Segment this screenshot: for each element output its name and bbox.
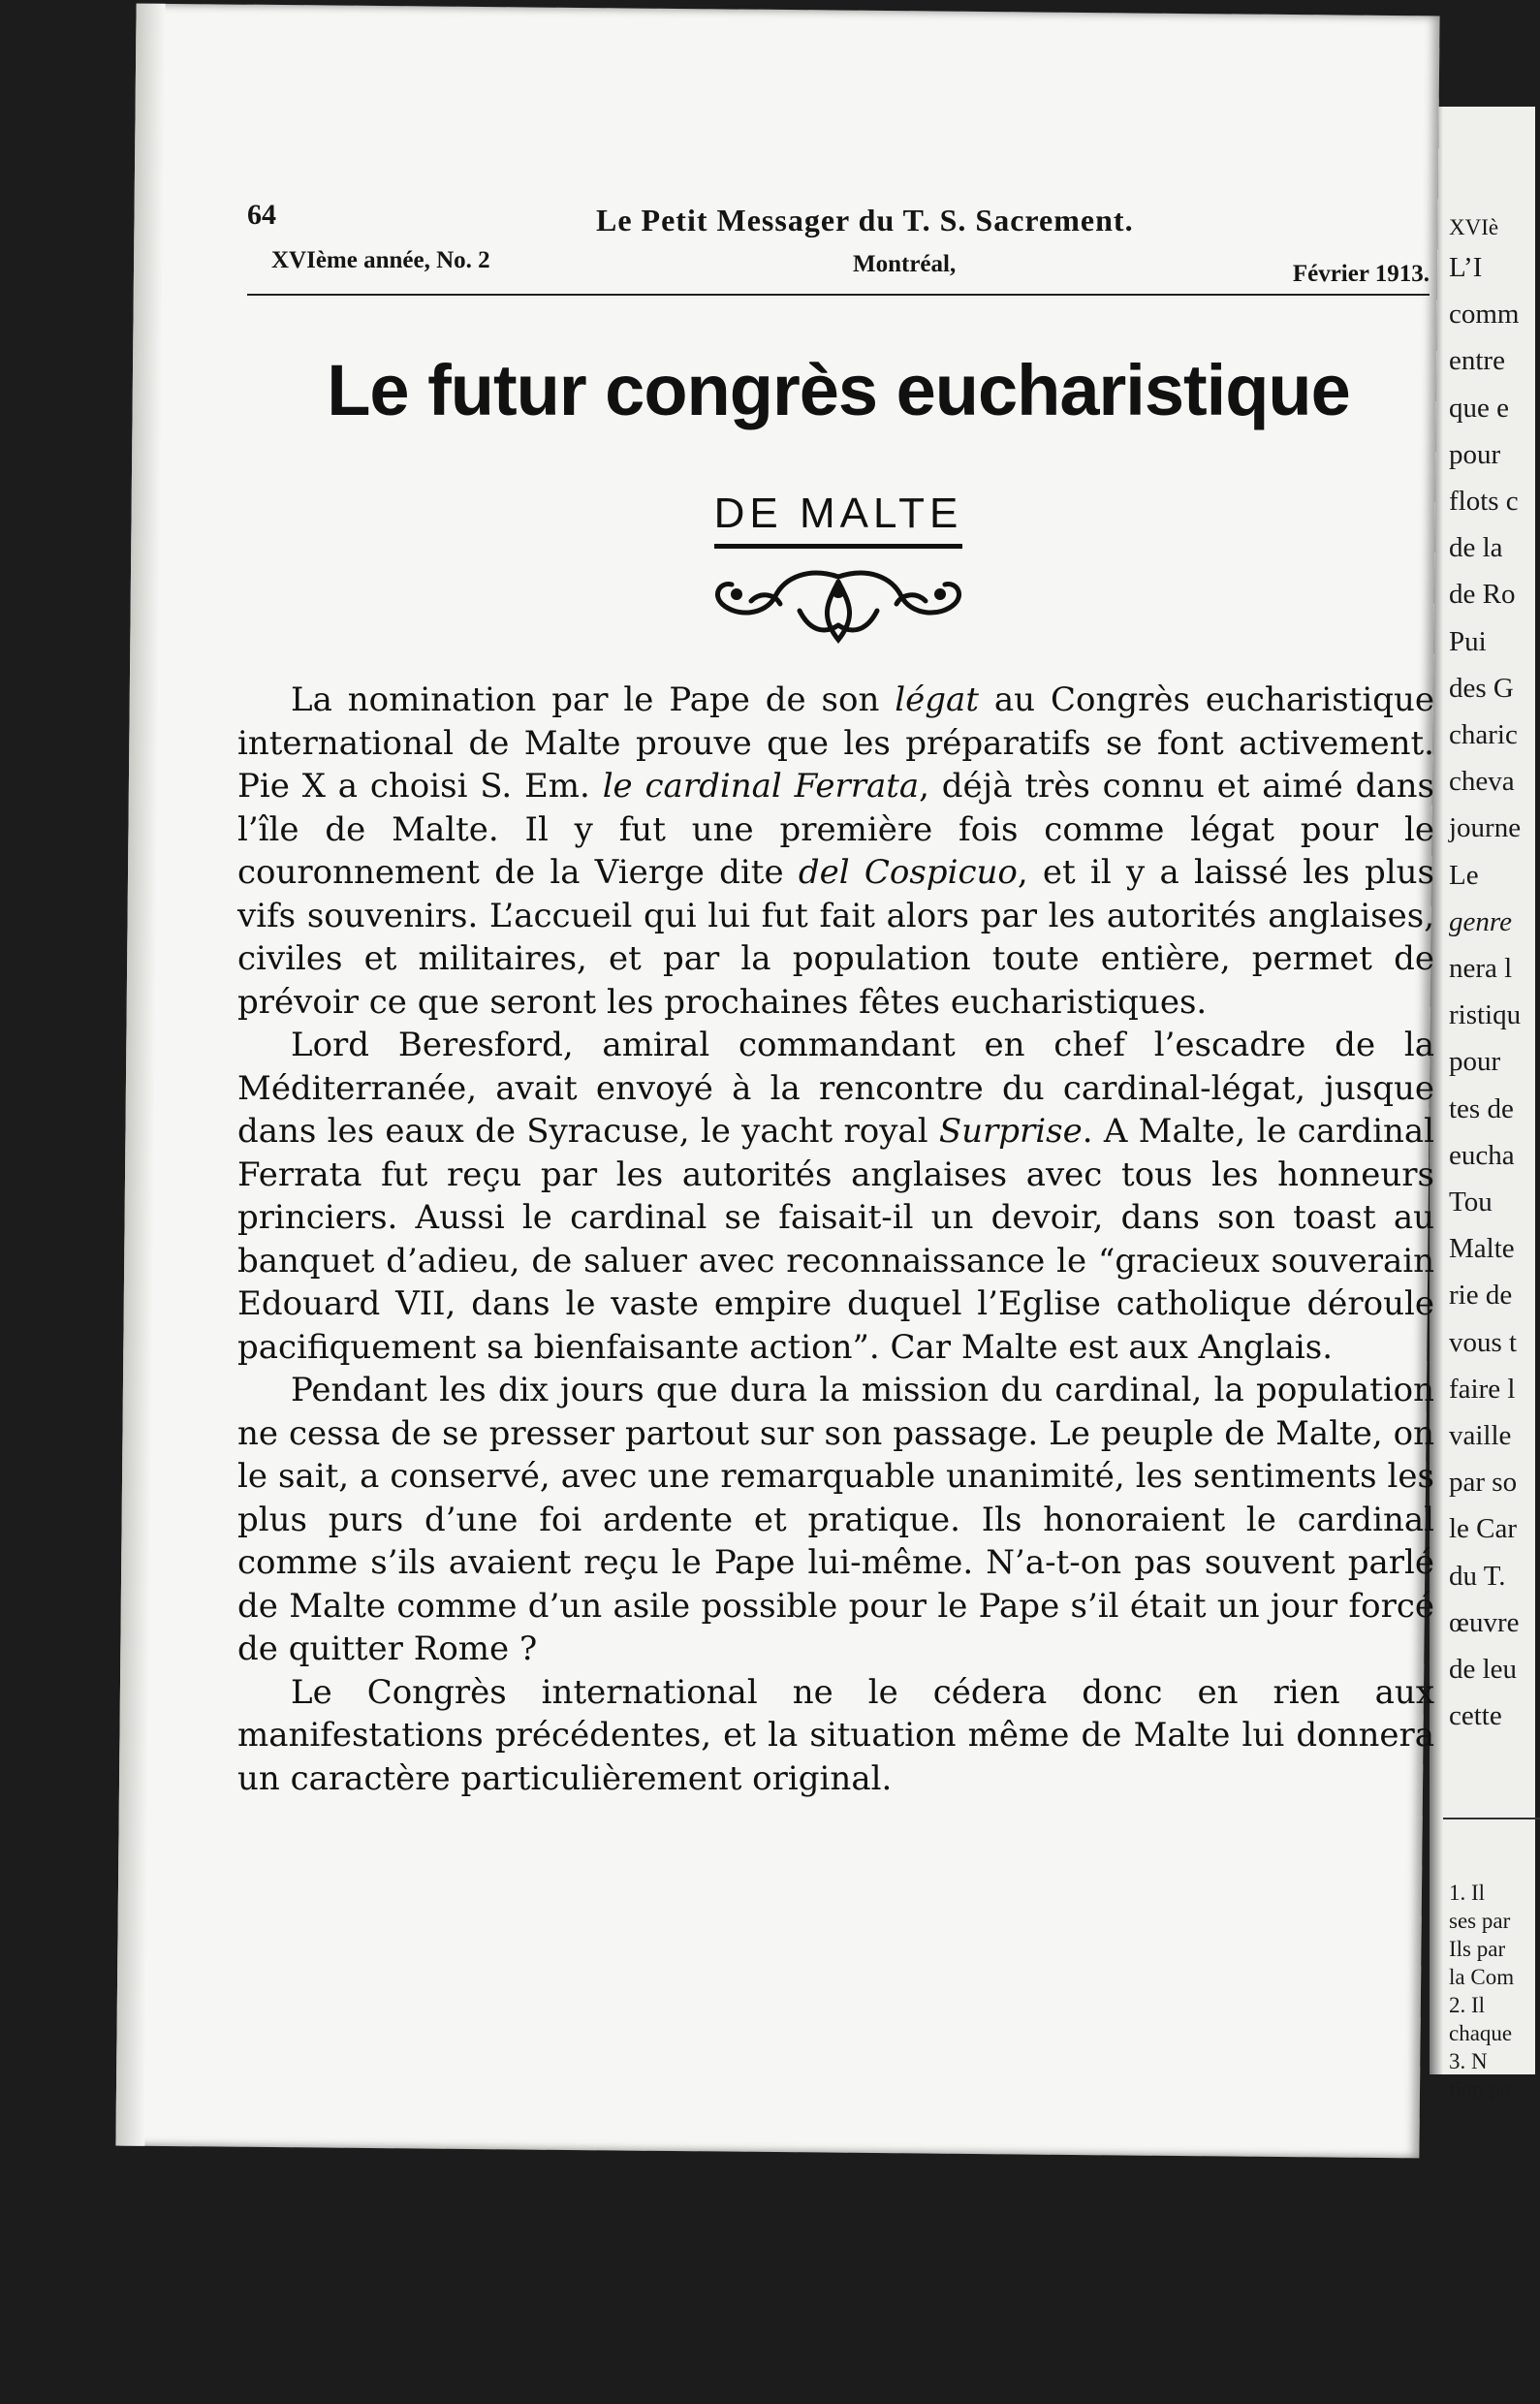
next-page-line: tes de bbox=[1449, 1092, 1514, 1124]
article-subtitle: DE MALTE bbox=[714, 490, 963, 549]
article-body bbox=[237, 679, 1434, 1800]
next-page-line: nera l bbox=[1449, 953, 1513, 984]
next-page-line: rie de bbox=[1449, 1280, 1513, 1312]
next-page-header: XVIè bbox=[1449, 215, 1499, 239]
next-page-line: de la bbox=[1449, 532, 1503, 564]
next-page-line: faire l bbox=[1449, 1373, 1516, 1405]
text-run: Lord Beresford, amiral commandant en chef l’escadre de la Méditerranée, avait envoyé à la rencontre du cardinal-légat, jusque dans les eaux de Syracuse, le yacht royal bbox=[237, 1026, 1434, 1151]
article-subtitle-wrap bbox=[247, 490, 1430, 549]
next-page-line: cheva bbox=[1449, 766, 1515, 798]
next-page-line: pour bbox=[1449, 1046, 1501, 1078]
next-page-footnote-line: tion pe bbox=[1449, 2077, 1511, 2102]
fleuron-ornament-icon bbox=[693, 557, 984, 654]
next-page-footnote-line: ses par bbox=[1449, 1909, 1511, 1933]
next-page-line: entre bbox=[1449, 345, 1505, 377]
text-run: , déjà très connu et aimé dans l’île de Malte. Il y fut une première fois comme légat pour le couronnement de la Vierge dite bbox=[237, 767, 1434, 892]
text-run: . A Malte, le cardinal Ferrata fut reçu par les autorités anglaises avec tous les honneurs princiers. Aussi le cardinal se faisait-il un devoir, dans son toast au banquet d’adieu, de saluer avec reconnaissance le “gracieux souverain Edouard VII, dans le vaste empire duquel l’Eglise catholique déroule pacifiquement sa bienfaisante action”. Car Malte est aux Anglais. bbox=[237, 1112, 1434, 1367]
page-number: 64 bbox=[247, 199, 276, 231]
next-page-line: de Ro bbox=[1449, 579, 1516, 611]
next-page-line: genre bbox=[1449, 905, 1512, 937]
text-run: Le Congrès international ne le cédera donc en rien aux manifestations précédentes, et la situation même de Malte lui donnera un caractère particulièrement original. bbox=[237, 1672, 1434, 1798]
next-page-line: par so bbox=[1449, 1467, 1518, 1499]
next-page-line: comm bbox=[1449, 299, 1520, 331]
next-page-line: œuvre bbox=[1449, 1606, 1520, 1638]
next-page-line: cette bbox=[1449, 1700, 1502, 1732]
next-page-line: pour bbox=[1449, 438, 1501, 470]
article-paragraph bbox=[237, 1024, 1434, 1369]
next-page-line: ristiqu bbox=[1449, 999, 1522, 1031]
italic-run: le cardinal Ferrata bbox=[602, 767, 920, 806]
next-page-line: journe bbox=[1449, 812, 1522, 844]
next-page-line: eucha bbox=[1449, 1139, 1515, 1171]
italic-run: légat bbox=[895, 680, 979, 719]
next-page-line: flots c bbox=[1449, 486, 1519, 517]
next-page-footnote-line: 2. Il bbox=[1449, 1993, 1486, 2017]
next-page-line: L’I bbox=[1449, 252, 1483, 283]
next-page-line: de leu bbox=[1449, 1654, 1518, 1685]
next-page-line: vous t bbox=[1449, 1326, 1518, 1358]
text-run: , et il y a laissé les plus vifs souvenirs. L’accueil qui lui fut fait alors par les autorités anglaises, civiles et militaires, et par la population toute entière, permet de prévoir ce que seront les prochaines fêtes eucharistiques. bbox=[237, 853, 1434, 1022]
next-page-line: vaille bbox=[1449, 1420, 1512, 1451]
journal-title: Le Petit Messager du T. S. Sacrement. bbox=[596, 203, 1134, 237]
next-page-line: du T. bbox=[1449, 1560, 1506, 1592]
page-edge-shadow bbox=[115, 4, 165, 2146]
next-page-footnote-line: 1. Il bbox=[1449, 1881, 1486, 1905]
text-run: au Congrès eucharistique international de Malte prouve que les préparatifs se font activement. Pie X a choisi S. Em. bbox=[237, 680, 1435, 806]
article-paragraph bbox=[237, 679, 1434, 1024]
next-page-footnote-line: chaque bbox=[1449, 2021, 1513, 2045]
next-page-line: Malte bbox=[1449, 1233, 1515, 1265]
running-header bbox=[247, 199, 1430, 290]
next-page-line: que e bbox=[1449, 392, 1509, 424]
volume-number: XVIème année, No. 2 bbox=[271, 247, 490, 273]
article-paragraph bbox=[237, 1369, 1434, 1671]
header-rule bbox=[247, 294, 1430, 296]
italic-run: del Cospicuo bbox=[798, 853, 1018, 892]
next-page-line: Pui bbox=[1449, 625, 1487, 657]
next-page-footnote-line: 3. N bbox=[1449, 2049, 1488, 2073]
publication-city: Montréal, bbox=[853, 251, 957, 277]
next-page-line: des G bbox=[1449, 672, 1514, 704]
publication-date: Février 1913. bbox=[1292, 261, 1430, 287]
next-page-line: charic bbox=[1449, 719, 1518, 750]
next-page-line: Tou bbox=[1449, 1186, 1493, 1218]
article-paragraph bbox=[237, 1671, 1434, 1801]
next-page-line: Le bbox=[1449, 859, 1479, 891]
italic-run: Surprise bbox=[938, 1112, 1083, 1151]
next-page-footnote-line: la Com bbox=[1449, 1965, 1515, 1989]
text-run: La nomination par le Pape de son bbox=[291, 680, 896, 719]
next-page-footnote-line: Ils par bbox=[1449, 1937, 1506, 1961]
next-page-footnote-rule bbox=[1443, 1818, 1540, 1819]
next-page-line: le Car bbox=[1449, 1513, 1518, 1545]
text-run: Pendant les dix jours que dura la mission du cardinal, la population ne cessa de se presser partout sur son passage. Le peuple de Malte, on le sait, a conservé, avec une remarquable unanimité, les sentiments les plus purs d’une foi ardente et pratique. Ils honoraient le cardinal comme s’ils avaient reçu le Pape lui-même. N’a-t-on pas souvent parlé de Malte comme d’un asile possible pour le Pape s’il était un jour forcé de quitter Rome ? bbox=[237, 1371, 1434, 1668]
next-page-edge bbox=[1430, 107, 1535, 2102]
article-title: Le futur congrès eucharistique bbox=[327, 350, 1350, 430]
